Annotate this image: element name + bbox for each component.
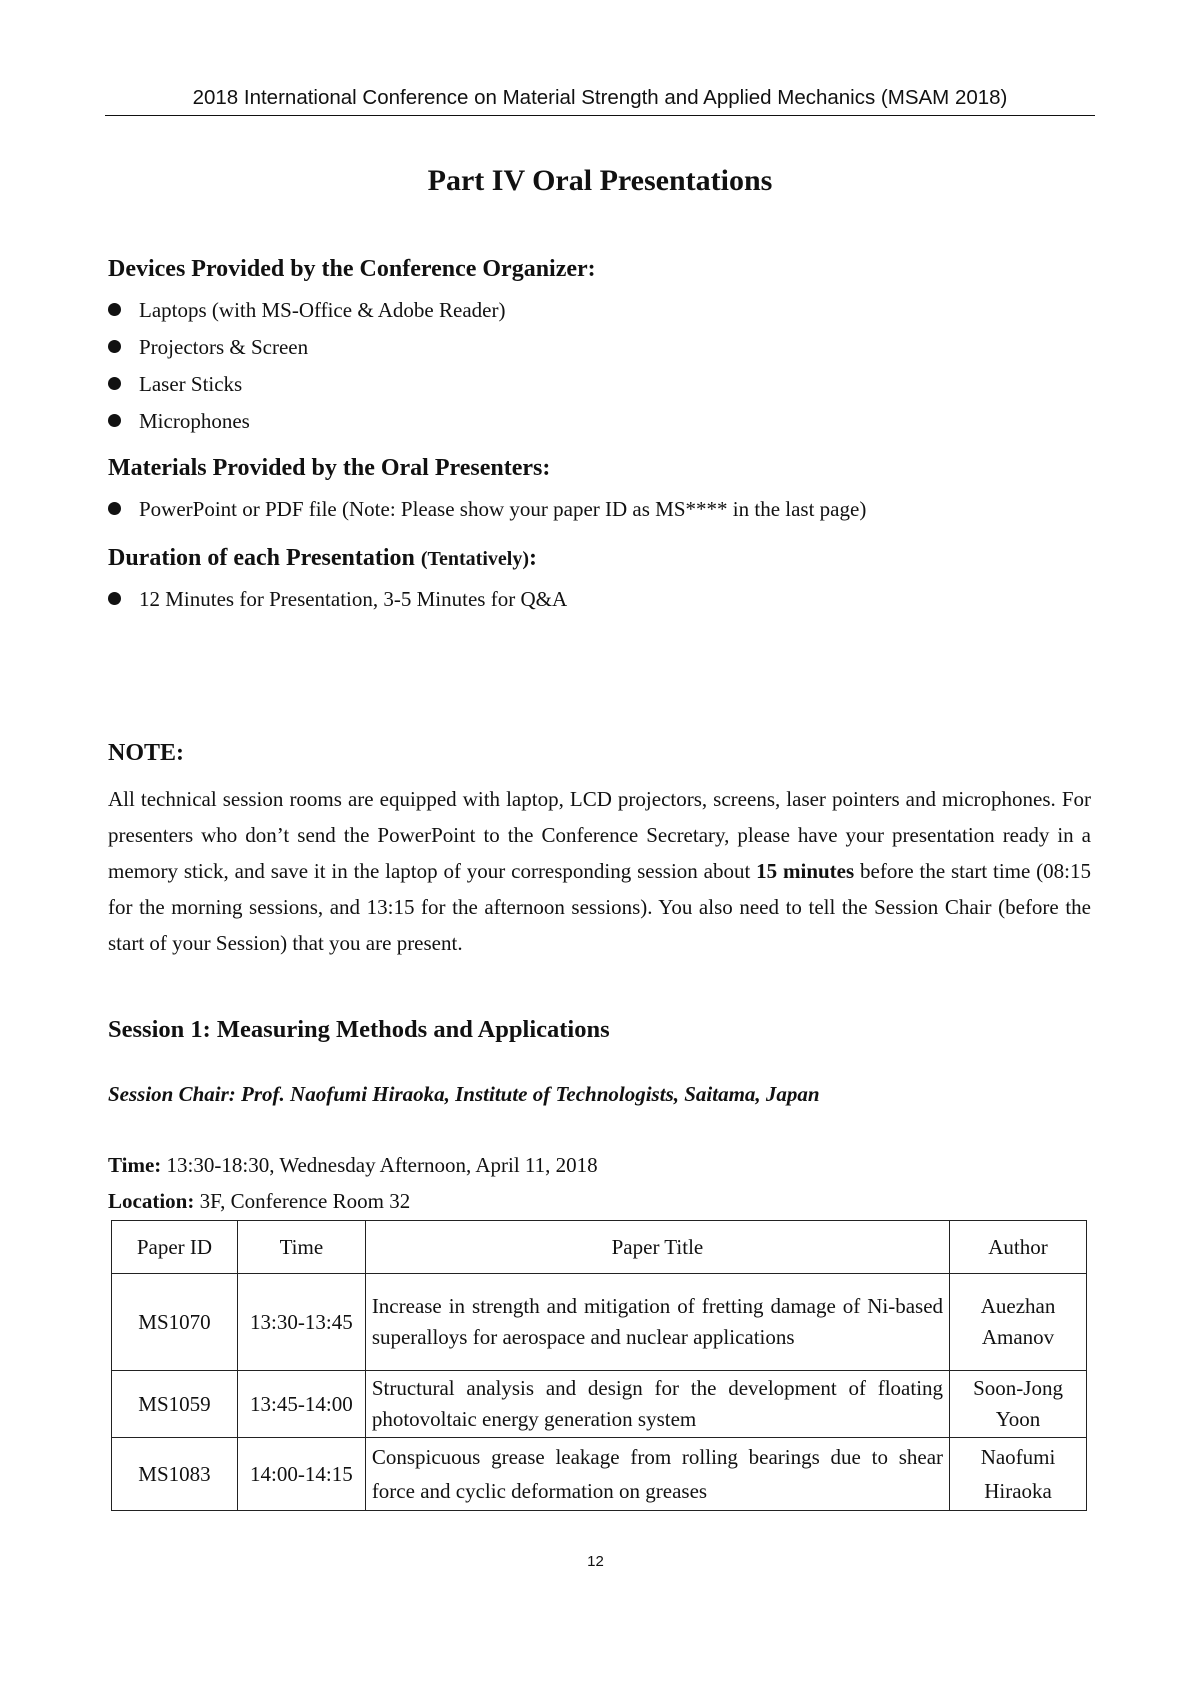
devices-item-text: Laser Sticks — [139, 372, 243, 396]
location-value: 3F, Conference Room 32 — [194, 1189, 411, 1213]
devices-item — [108, 298, 505, 323]
devices-heading: Devices Provided by the Conference Organizer: — [108, 256, 596, 282]
cell-title: Conspicuous grease leakage from rolling bearings due to shear force and cyclic deformation on greases — [365, 1438, 949, 1511]
running-header: 2018 International Conference on Material Strength and Applied Mechanics (MSAM 2018) — [192, 86, 1008, 109]
cell-author — [950, 1438, 1087, 1511]
duration-heading-note: (Tentatively) — [420, 548, 529, 570]
cell-time: 14:00-14:15 — [237, 1438, 365, 1511]
materials-item — [108, 497, 866, 522]
column-header-author: Author — [950, 1221, 1087, 1274]
location-label: Location: — [108, 1189, 195, 1213]
duration-heading-colon: : — [529, 545, 537, 571]
duration-item-text: 12 Minutes for Presentation, 3-5 Minutes for Q&A — [139, 587, 568, 611]
author-first: Soon-Jong — [973, 1376, 1063, 1400]
page-number: 12 — [587, 1553, 604, 1570]
cell-paper-id: MS1070 — [112, 1274, 238, 1371]
devices-item-text: Laptops (with MS-Office & Adobe Reader) — [139, 298, 506, 322]
cell-time: 13:45-14:00 — [237, 1371, 365, 1438]
time-label: Time: — [108, 1153, 162, 1177]
table-row — [112, 1274, 1087, 1371]
note-body — [108, 781, 1091, 961]
cell-author — [950, 1371, 1087, 1438]
note-text: All technical session rooms are equipped with laptop, LCD projectors, screens, laser pointers and microphones. For presenters who don’t send the PowerPoint to the Conference Secretary, please have your presentation ready in a memory stick, and save it in the laptop of your corresponding session about — [108, 787, 1091, 883]
column-header-time: Time — [237, 1221, 365, 1274]
author-last: Amanov — [981, 1325, 1055, 1349]
column-header-title: Paper Title — [365, 1221, 949, 1274]
table-row — [112, 1371, 1087, 1438]
bullet-icon — [108, 592, 121, 605]
cell-title: Increase in strength and mitigation of fretting damage of Ni-based superalloys for aerospace and nuclear applications — [365, 1274, 949, 1371]
cell-paper-id: MS1083 — [112, 1438, 238, 1511]
note-text: before the start time (08:15 for the morning sessions, and 13:15 for the afternoon sessions). You also need to tell the Session Chair (before the start of your Session) that you are present. — [108, 859, 1091, 955]
cell-time: 13:30-13:45 — [237, 1274, 365, 1371]
author-last: Yoon — [995, 1407, 1041, 1431]
session-location — [108, 1189, 410, 1214]
session-chair: Session Chair: Prof. Naofumi Hiraoka, Institute of Technologists, Saitama, Japan — [108, 1082, 820, 1106]
bullet-icon — [108, 414, 121, 427]
author-first: Naofumi — [980, 1445, 1056, 1469]
devices-item-text: Projectors & Screen — [139, 335, 309, 359]
bullet-icon — [108, 340, 121, 353]
devices-item-text: Microphones — [139, 409, 250, 433]
table-header-row — [112, 1221, 1087, 1274]
session-title: Session 1: Measuring Methods and Applications — [108, 1016, 610, 1043]
bullet-icon — [108, 303, 121, 316]
note-title: NOTE: — [108, 740, 185, 766]
note-emphasis: 15 minutes — [756, 859, 855, 883]
materials-heading: Materials Provided by the Oral Presenters: — [108, 455, 551, 481]
column-header-paper-id: Paper ID — [112, 1221, 238, 1274]
table-row — [112, 1438, 1087, 1511]
bullet-icon — [108, 502, 121, 515]
devices-item — [108, 335, 308, 360]
bullet-icon — [108, 377, 121, 390]
author-first: Auezhan — [980, 1294, 1056, 1318]
cell-paper-id: MS1059 — [112, 1371, 238, 1438]
duration-heading — [108, 545, 537, 572]
part-title: Part IV Oral Presentations — [427, 164, 773, 197]
duration-heading-text: Duration of each Presentation — [108, 545, 415, 571]
papers-table — [111, 1220, 1087, 1511]
devices-item — [108, 409, 250, 434]
time-value: 13:30-18:30, Wednesday Afternoon, April 11, 2018 — [161, 1153, 598, 1177]
cell-title: Structural analysis and design for the development of floating photovoltaic energy generation system — [365, 1371, 949, 1438]
author-last: Hiraoka — [984, 1479, 1052, 1503]
cell-author — [950, 1274, 1087, 1371]
devices-item — [108, 372, 242, 397]
header-divider — [105, 115, 1095, 116]
session-time — [108, 1153, 598, 1178]
materials-item-text: PowerPoint or PDF file (Note: Please show your paper ID as MS**** in the last page) — [139, 497, 867, 521]
duration-item — [108, 587, 567, 612]
